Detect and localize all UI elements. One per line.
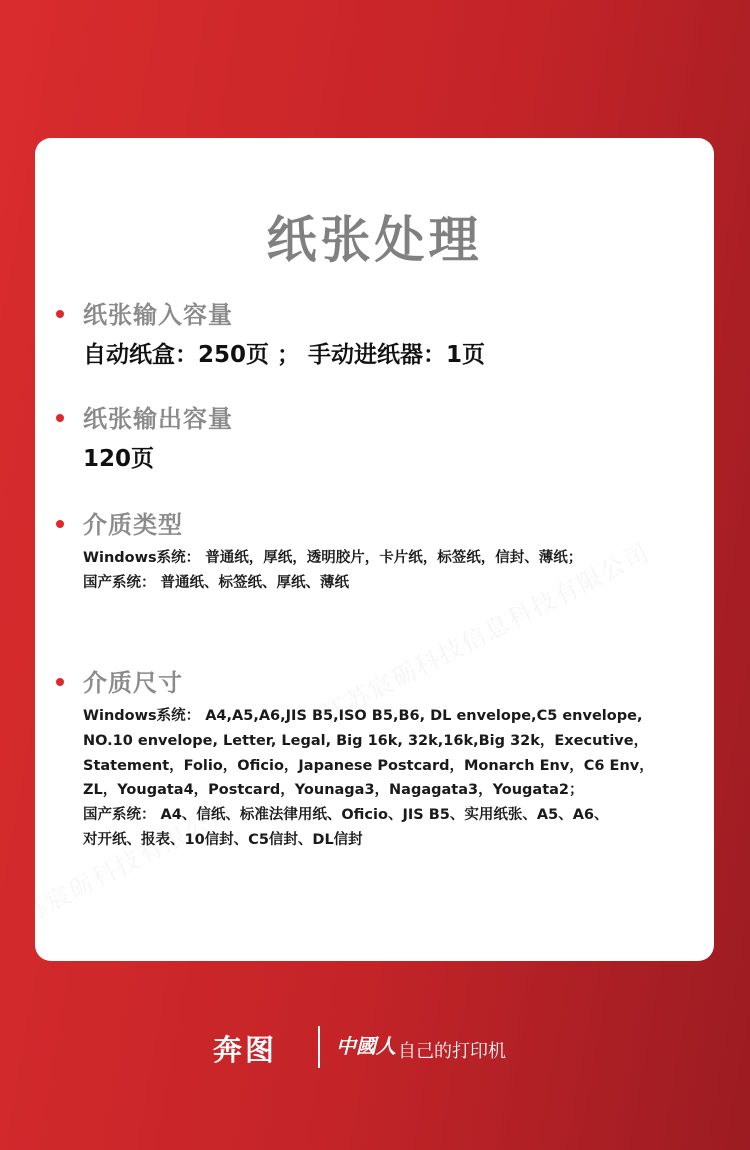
section-heading: 纸张输入容量 — [83, 301, 233, 329]
body-line: Windows系统： A4,A5,A6,JIS B5,ISO B5,B6, DL envelope,C5 envelope, — [83, 708, 643, 724]
body-line: Windows系统： 普通纸，厚纸，透明胶片，卡片纸，标签纸，信封、薄纸； — [83, 550, 583, 566]
section-value: 自动纸盒：250页 ； 手动进纸器：1页 — [83, 342, 486, 368]
body-line: Statement，Folio，Oficio，Japanese Postcard，Monarch Env，C6 Env， — [83, 757, 654, 774]
bullet-dot — [56, 310, 64, 318]
bullet-dot — [56, 414, 64, 422]
logo-divider — [318, 1026, 320, 1068]
section-heading: 介质尺寸 — [83, 669, 183, 697]
slogan-script-logo: 中國人 — [336, 1034, 396, 1058]
section-body — [83, 546, 694, 596]
body-line: ZL，Yougata4，Postcard，Younaga3，Nagagata3，Yougata2； — [83, 782, 584, 799]
bullet-dot — [56, 678, 64, 686]
slogan-text: 自己的打印机 — [398, 1041, 506, 1062]
content-card — [35, 138, 714, 961]
section-heading: 纸张输出容量 — [83, 405, 233, 433]
body-line: NO.10 envelope, Letter, Legal, Big 16k, 32k,16k,Big 32k，Executive， — [83, 732, 649, 749]
section-value: 120页 — [83, 446, 155, 472]
section-media-size — [83, 668, 694, 853]
footer-logo-bar — [0, 1022, 750, 1072]
section-heading: 介质类型 — [83, 511, 183, 539]
section-output-capacity — [83, 404, 694, 475]
page-title: 纸张处理 — [266, 211, 483, 269]
section-input-capacity — [83, 300, 694, 371]
body-line: 国产系统： A4、信纸、标准法律用纸、Oficio、JIS B5、实用纸张、A5、A6、 — [83, 807, 609, 824]
section-body — [83, 704, 694, 853]
brand-logo: 奔图 — [213, 1033, 278, 1067]
section-media-type — [83, 510, 694, 596]
body-line: 对开纸、报表、10信封、C5信封、DL信封 — [83, 831, 363, 848]
body-line: 国产系统： 普通纸、标签纸、厚纸、薄纸 — [83, 574, 350, 591]
bullet-dot — [56, 520, 64, 528]
